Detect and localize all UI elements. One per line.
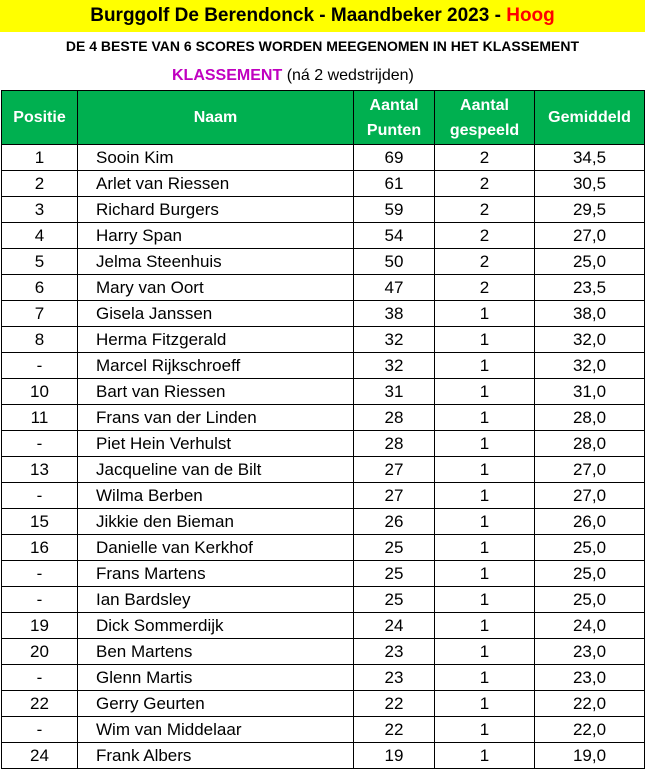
name-cell: Frans Martens <box>78 561 354 587</box>
played-cell: 1 <box>435 613 535 639</box>
played-cell: 1 <box>435 509 535 535</box>
name-cell: Frans van der Linden <box>78 405 354 431</box>
name-cell: Sooin Kim <box>78 145 354 171</box>
table-row <box>2 145 645 171</box>
position-cell: 6 <box>2 275 78 301</box>
column-header-position: Positie <box>2 91 78 145</box>
table-row <box>2 561 645 587</box>
name-cell: Herma Fitzgerald <box>78 327 354 353</box>
points-cell: 27 <box>354 457 435 483</box>
name-cell: Frank Albers <box>78 743 354 769</box>
name-cell: Danielle van Kerkhof <box>78 535 354 561</box>
table-row <box>2 171 645 197</box>
position-cell: 1 <box>2 145 78 171</box>
average-cell: 34,5 <box>535 145 645 171</box>
position-cell: - <box>2 717 78 743</box>
position-cell: 19 <box>2 613 78 639</box>
played-cell: 2 <box>435 223 535 249</box>
played-cell: 1 <box>435 691 535 717</box>
column-header-played <box>435 91 535 145</box>
points-cell: 25 <box>354 587 435 613</box>
average-cell: 28,0 <box>535 431 645 457</box>
average-cell: 27,0 <box>535 457 645 483</box>
table-row <box>2 327 645 353</box>
name-cell: Glenn Martis <box>78 665 354 691</box>
played-cell: 2 <box>435 249 535 275</box>
played-header-line1: Aantal <box>460 96 509 114</box>
points-cell: 32 <box>354 327 435 353</box>
table-row <box>2 457 645 483</box>
average-cell: 27,0 <box>535 483 645 509</box>
name-cell: Mary van Oort <box>78 275 354 301</box>
name-cell: Richard Burgers <box>78 197 354 223</box>
table-row <box>2 639 645 665</box>
name-cell: Dick Sommerdijk <box>78 613 354 639</box>
average-cell: 22,0 <box>535 717 645 743</box>
table-row <box>2 301 645 327</box>
position-cell: 24 <box>2 743 78 769</box>
average-cell: 25,0 <box>535 561 645 587</box>
table-row <box>2 223 645 249</box>
played-cell: 2 <box>435 275 535 301</box>
page-title: Burggolf De Berendonck - Maandbeker 2023 - <box>90 5 507 26</box>
position-cell: 4 <box>2 223 78 249</box>
points-cell: 28 <box>354 431 435 457</box>
position-cell: - <box>2 483 78 509</box>
played-cell: 1 <box>435 561 535 587</box>
played-cell: 2 <box>435 197 535 223</box>
average-cell: 23,5 <box>535 275 645 301</box>
points-cell: 24 <box>354 613 435 639</box>
position-cell: - <box>2 353 78 379</box>
name-cell: Wim van Middelaar <box>78 717 354 743</box>
table-row <box>2 483 645 509</box>
points-cell: 25 <box>354 561 435 587</box>
position-cell: 16 <box>2 535 78 561</box>
position-cell: 5 <box>2 249 78 275</box>
played-header-line2: gespeeld <box>449 121 520 139</box>
played-cell: 1 <box>435 327 535 353</box>
column-header-average: Gemiddeld <box>535 91 645 145</box>
average-cell: 31,0 <box>535 379 645 405</box>
name-cell: Marcel Rijkschroeff <box>78 353 354 379</box>
position-cell: 22 <box>2 691 78 717</box>
played-cell: 1 <box>435 483 535 509</box>
played-cell: 1 <box>435 457 535 483</box>
table-row <box>2 587 645 613</box>
position-cell: 15 <box>2 509 78 535</box>
column-header-name: Naam <box>78 91 354 145</box>
played-cell: 1 <box>435 301 535 327</box>
column-header-points <box>354 91 435 145</box>
position-cell: - <box>2 561 78 587</box>
points-cell: 47 <box>354 275 435 301</box>
played-cell: 1 <box>435 743 535 769</box>
table-row <box>2 743 645 769</box>
table-row <box>2 405 645 431</box>
table-row <box>2 249 645 275</box>
name-cell: Ben Martens <box>78 639 354 665</box>
played-cell: 1 <box>435 717 535 743</box>
average-cell: 23,0 <box>535 639 645 665</box>
points-cell: 26 <box>354 509 435 535</box>
table-row <box>2 197 645 223</box>
played-cell: 2 <box>435 145 535 171</box>
points-cell: 38 <box>354 301 435 327</box>
played-cell: 1 <box>435 405 535 431</box>
average-cell: 24,0 <box>535 613 645 639</box>
name-cell: Bart van Riessen <box>78 379 354 405</box>
name-cell: Gisela Janssen <box>78 301 354 327</box>
category-label: Hoog <box>506 5 555 26</box>
standing-note: (ná 2 wedstrijden) <box>286 67 414 84</box>
table-row <box>2 665 645 691</box>
name-cell: Arlet van Riessen <box>78 171 354 197</box>
average-cell: 29,5 <box>535 197 645 223</box>
table-row <box>2 379 645 405</box>
table-row <box>2 717 645 743</box>
position-cell: - <box>2 431 78 457</box>
average-cell: 23,0 <box>535 665 645 691</box>
played-cell: 2 <box>435 171 535 197</box>
points-cell: 54 <box>354 223 435 249</box>
points-cell: 59 <box>354 197 435 223</box>
average-cell: 22,0 <box>535 691 645 717</box>
name-cell: Piet Hein Verhulst <box>78 431 354 457</box>
name-cell: Gerry Geurten <box>78 691 354 717</box>
played-cell: 1 <box>435 665 535 691</box>
table-row <box>2 535 645 561</box>
ranking-table <box>1 90 645 769</box>
points-cell: 22 <box>354 691 435 717</box>
name-cell: Wilma Berben <box>78 483 354 509</box>
points-cell: 50 <box>354 249 435 275</box>
points-cell: 28 <box>354 405 435 431</box>
average-cell: 28,0 <box>535 405 645 431</box>
points-header-line2: Punten <box>366 121 422 139</box>
position-cell: 10 <box>2 379 78 405</box>
points-cell: 22 <box>354 717 435 743</box>
standing-label: KLASSEMENT <box>172 67 283 84</box>
points-cell: 31 <box>354 379 435 405</box>
position-cell: - <box>2 665 78 691</box>
points-cell: 32 <box>354 353 435 379</box>
points-cell: 23 <box>354 665 435 691</box>
points-cell: 61 <box>354 171 435 197</box>
position-cell: 20 <box>2 639 78 665</box>
played-cell: 1 <box>435 431 535 457</box>
points-header-line1: Aantal <box>369 96 419 114</box>
table-header-row <box>2 91 645 145</box>
table-row <box>2 431 645 457</box>
position-cell: 11 <box>2 405 78 431</box>
points-cell: 19 <box>354 743 435 769</box>
standing-heading <box>172 65 414 87</box>
played-cell: 1 <box>435 535 535 561</box>
average-cell: 32,0 <box>535 327 645 353</box>
rule-subtitle: DE 4 BESTE VAN 6 SCORES WORDEN MEEGENOMEN IN HET KLASSEMENT <box>65 38 580 54</box>
name-cell: Harry Span <box>78 223 354 249</box>
name-cell: Ian Bardsley <box>78 587 354 613</box>
average-cell: 25,0 <box>535 587 645 613</box>
played-cell: 1 <box>435 639 535 665</box>
played-cell: 1 <box>435 379 535 405</box>
points-cell: 23 <box>354 639 435 665</box>
position-cell: - <box>2 587 78 613</box>
average-cell: 26,0 <box>535 509 645 535</box>
played-cell: 1 <box>435 587 535 613</box>
average-cell: 27,0 <box>535 223 645 249</box>
points-cell: 27 <box>354 483 435 509</box>
position-cell: 7 <box>2 301 78 327</box>
title-bar <box>0 0 645 32</box>
name-cell: Jacqueline van de Bilt <box>78 457 354 483</box>
table-row <box>2 275 645 301</box>
average-cell: 25,0 <box>535 535 645 561</box>
average-cell: 25,0 <box>535 249 645 275</box>
average-cell: 32,0 <box>535 353 645 379</box>
name-cell: Jikkie den Bieman <box>78 509 354 535</box>
average-cell: 30,5 <box>535 171 645 197</box>
position-cell: 3 <box>2 197 78 223</box>
points-cell: 69 <box>354 145 435 171</box>
average-cell: 19,0 <box>535 743 645 769</box>
position-cell: 8 <box>2 327 78 353</box>
position-cell: 2 <box>2 171 78 197</box>
played-cell: 1 <box>435 353 535 379</box>
table-row <box>2 509 645 535</box>
table-row <box>2 613 645 639</box>
name-cell: Jelma Steenhuis <box>78 249 354 275</box>
table-row <box>2 691 645 717</box>
table-row <box>2 353 645 379</box>
average-cell: 38,0 <box>535 301 645 327</box>
points-cell: 25 <box>354 535 435 561</box>
position-cell: 13 <box>2 457 78 483</box>
